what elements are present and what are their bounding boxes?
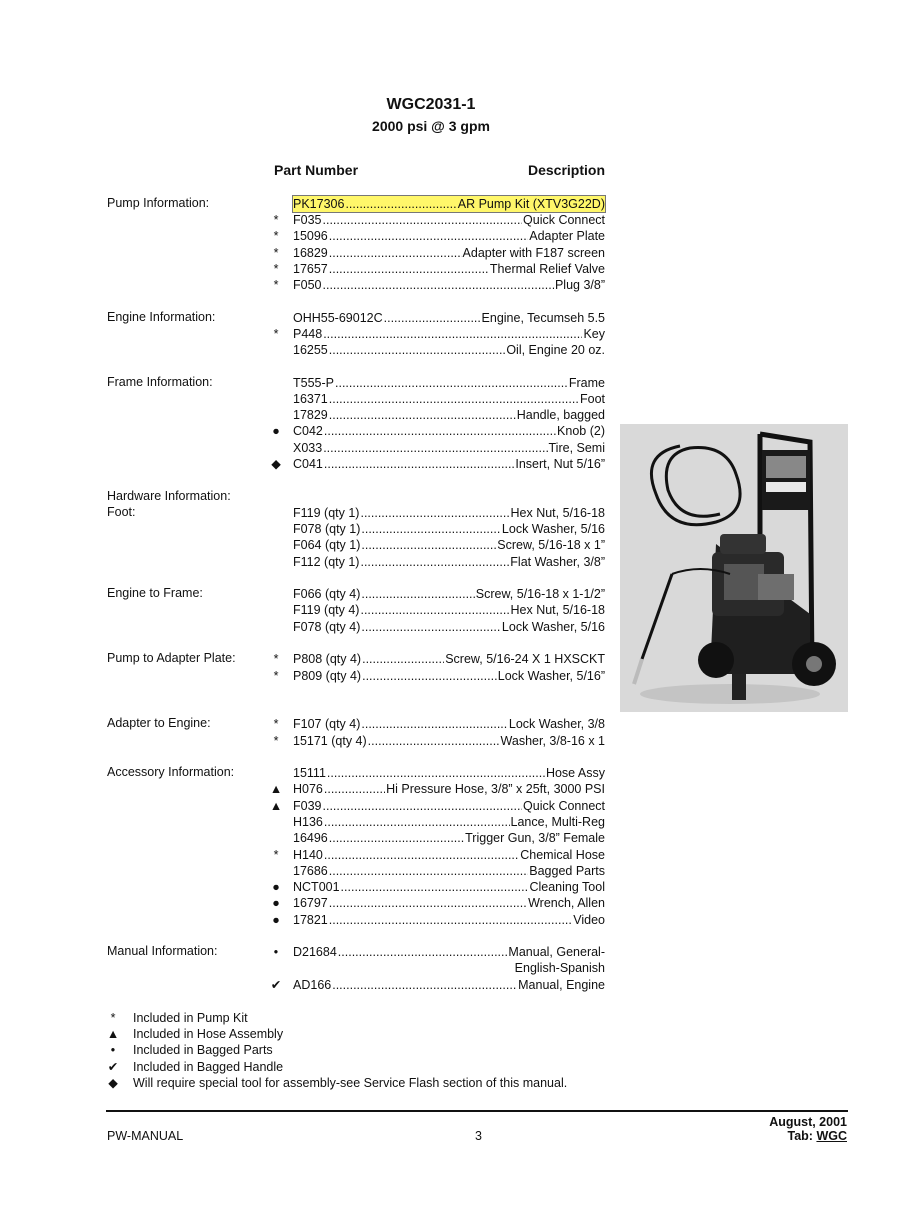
part-description: Manual, Engine (518, 978, 605, 992)
part-row (293, 651, 605, 667)
leader-dots (329, 245, 462, 261)
leader-dots (338, 944, 508, 960)
part-description: Washer, 3/8-16 x 1 (500, 734, 605, 748)
leader-dots (362, 651, 444, 667)
section-label: Engine to Frame: (107, 586, 203, 600)
leader-dots (360, 554, 509, 570)
part-description: Flat Washer, 3/8” (510, 555, 605, 569)
part-row (293, 586, 605, 602)
part-row (293, 245, 605, 261)
part-description: Chemical Hose (520, 848, 605, 862)
part-number: 17657 (293, 262, 328, 276)
pressure-washer-illustration (620, 424, 848, 712)
part-description: Plug 3/8” (554, 278, 605, 292)
part-row (293, 261, 605, 277)
part-marker: * (273, 717, 279, 731)
part-description: Insert, Nut 5/16” (515, 457, 605, 471)
section-label: Engine Information: (107, 310, 216, 324)
part-row (293, 733, 605, 749)
part-description: Engine, Tecumseh 5.5 (481, 311, 605, 325)
part-number: 16797 (293, 896, 328, 910)
legend-text: Included in Pump Kit (133, 1011, 248, 1025)
part-marker: * (273, 278, 279, 292)
legend-text: Included in Hose Assembly (133, 1027, 284, 1041)
leader-dots (323, 212, 523, 228)
part-marker: * (273, 327, 279, 341)
part-row (293, 326, 605, 342)
part-marker: * (273, 652, 279, 666)
part-row (293, 375, 605, 391)
part-marker: ▲ (269, 782, 283, 796)
part-row (293, 781, 605, 797)
part-marker: ▲ (269, 799, 283, 813)
part-row (293, 879, 605, 895)
part-marker: ● (272, 424, 280, 438)
part-row (293, 847, 605, 863)
section-label: Foot: (107, 505, 136, 519)
leader-dots (362, 668, 497, 684)
part-row (293, 619, 605, 635)
leader-dots (324, 423, 556, 439)
part-number: F078 (qty 4) (293, 620, 361, 634)
part-row (293, 912, 605, 928)
part-description: Lock Washer, 5/16” (497, 669, 605, 683)
part-row (293, 537, 605, 553)
part-row (293, 944, 605, 960)
leader-dots (329, 391, 579, 407)
legend-text: Included in Bagged Handle (133, 1060, 284, 1074)
footer-rule (106, 1110, 848, 1112)
leader-dots (345, 196, 456, 212)
part-number: T555-P (293, 376, 334, 390)
leader-dots (332, 977, 517, 993)
legend-marker: • (110, 1043, 116, 1057)
part-row (293, 391, 605, 407)
part-number: H140 (293, 848, 323, 862)
part-marker: * (273, 246, 279, 260)
page-number: 3 (475, 1129, 482, 1143)
legend-marker: ✔ (107, 1060, 119, 1074)
part-number: 16371 (293, 392, 328, 406)
leader-dots (324, 456, 514, 472)
part-description: Frame (568, 376, 605, 390)
part-row (293, 212, 605, 228)
part-number: D21684 (293, 945, 337, 959)
part-description: Video (573, 913, 605, 927)
part-number: C041 (293, 457, 323, 471)
part-row (293, 668, 605, 684)
part-number: F035 (293, 213, 322, 227)
leader-dots (368, 733, 500, 749)
part-number: 15111 (293, 766, 326, 780)
part-description: Foot (579, 392, 605, 406)
leader-dots (324, 781, 385, 797)
leader-dots (329, 912, 572, 928)
part-number: 15096 (293, 229, 328, 243)
part-marker: * (273, 229, 279, 243)
leader-dots (323, 798, 523, 814)
part-description: Thermal Relief Valve (489, 262, 605, 276)
part-description-line2: English-Spanish (514, 961, 605, 975)
part-description: Key (583, 327, 605, 341)
part-number: AD166 (293, 978, 332, 992)
legend-marker: * (110, 1011, 116, 1025)
page-subtitle: 2000 psi @ 3 gpm (372, 118, 490, 134)
part-description: Screw, 5/16-18 x 1” (497, 538, 605, 552)
part-number: P808 (qty 4) (293, 652, 362, 666)
part-number: F039 (293, 799, 322, 813)
leader-dots (324, 814, 510, 830)
leader-dots (341, 879, 529, 895)
part-row (293, 814, 605, 830)
section-label: Pump Information: (107, 196, 210, 210)
part-number: 17829 (293, 408, 328, 422)
part-row (293, 505, 605, 521)
part-number: F119 (qty 1) (293, 506, 360, 520)
part-description: Tire, Semi (548, 441, 605, 455)
leader-dots (361, 537, 496, 553)
part-description: Screw, 5/16-24 X 1 HXSCKT (445, 652, 605, 666)
part-number: H136 (293, 815, 323, 829)
part-row (293, 716, 605, 732)
section-label: Accessory Information: (107, 765, 235, 779)
part-row (293, 977, 605, 993)
leader-dots (360, 602, 509, 618)
leader-dots (324, 847, 519, 863)
part-number: 16255 (293, 343, 328, 357)
part-number: F064 (qty 1) (293, 538, 361, 552)
leader-dots (323, 440, 547, 456)
part-description: Knob (2) (557, 424, 605, 438)
part-row (293, 440, 605, 456)
section-label: Frame Information: (107, 375, 213, 389)
part-row (293, 863, 605, 879)
part-number: NCT001 (293, 880, 340, 894)
part-marker: * (273, 262, 279, 276)
part-row (293, 521, 605, 537)
part-row (293, 798, 605, 814)
part-description: Wrench, Allen (528, 896, 605, 910)
part-row (293, 423, 605, 439)
footer-tab (760, 1129, 847, 1143)
section-label: Manual Information: (107, 944, 218, 958)
page-title: WGC2031-1 (386, 96, 476, 113)
leader-dots (329, 830, 464, 846)
leader-dots (384, 310, 481, 326)
footer-date: August, 2001 (769, 1115, 847, 1129)
leader-dots (329, 228, 528, 244)
part-description: Hex Nut, 5/16-18 (510, 506, 605, 520)
part-number: C042 (293, 424, 323, 438)
part-description-continued (293, 960, 605, 976)
part-number-header: Part Number (274, 162, 359, 178)
part-marker: ● (272, 913, 280, 927)
part-description: Manual, General- (508, 945, 605, 959)
leader-dots (329, 863, 528, 879)
part-marker: ◆ (271, 457, 281, 471)
leader-dots (329, 342, 506, 358)
leader-dots (361, 619, 501, 635)
part-marker: • (273, 945, 279, 959)
part-row (293, 765, 605, 781)
part-number: PK17306 (293, 197, 345, 211)
section-label: Pump to Adapter Plate: (107, 651, 236, 665)
part-description: Trigger Gun, 3/8” Female (465, 831, 605, 845)
part-number: 15171 (qty 4) (293, 734, 367, 748)
part-description: Adapter Plate (529, 229, 605, 243)
part-description: Quick Connect (523, 799, 605, 813)
part-row (293, 310, 605, 326)
part-number: 16496 (293, 831, 328, 845)
leader-dots (329, 407, 516, 423)
part-marker: ✔ (270, 978, 282, 992)
leader-dots (329, 261, 489, 277)
leader-dots (361, 586, 474, 602)
footer-tab-label: Tab: (787, 1129, 813, 1143)
part-description: Hi Pressure Hose, 3/8” x 25ft, 3000 PSI (386, 782, 605, 796)
part-row (293, 456, 605, 472)
part-row (293, 407, 605, 423)
part-number: P809 (qty 4) (293, 669, 362, 683)
legend-text: Will require special tool for assembly-see Service Flash section of this manual. (133, 1076, 568, 1090)
part-description: Bagged Parts (529, 864, 605, 878)
part-row (293, 602, 605, 618)
leader-dots (335, 375, 568, 391)
part-marker: ● (272, 896, 280, 910)
part-marker: ● (272, 880, 280, 894)
part-description: Lock Washer, 5/16 (501, 620, 605, 634)
leader-dots (323, 326, 582, 342)
legend-marker: ▲ (106, 1027, 120, 1041)
footer-tab-value: WGC (816, 1129, 847, 1143)
part-number: F119 (qty 4) (293, 603, 360, 617)
part-number: F078 (qty 1) (293, 522, 361, 536)
part-description: Quick Connect (523, 213, 605, 227)
part-description: Screw, 5/16-18 x 1-1/2” (475, 587, 605, 601)
part-description: AR Pump Kit (XTV3G22D) (457, 197, 605, 211)
description-header: Description (527, 162, 605, 178)
part-marker: * (273, 734, 279, 748)
section-label: Hardware Information: (107, 489, 231, 503)
part-description: Adapter with F187 screen (462, 246, 605, 260)
leader-dots (361, 521, 501, 537)
part-row (293, 554, 605, 570)
legend-marker: ◆ (108, 1076, 118, 1090)
part-number: 16829 (293, 246, 328, 260)
part-marker: * (273, 669, 279, 683)
part-number: F112 (qty 1) (293, 555, 360, 569)
part-number: F066 (qty 4) (293, 587, 361, 601)
leader-dots (323, 277, 554, 293)
leader-dots (329, 895, 527, 911)
legend-text: Included in Bagged Parts (133, 1043, 273, 1057)
part-number: F107 (qty 4) (293, 717, 361, 731)
part-description: Lance, Multi-Reg (510, 815, 605, 829)
part-row (293, 277, 605, 293)
part-description: Lock Washer, 3/8 (508, 717, 605, 731)
section-label: Adapter to Engine: (107, 716, 211, 730)
part-row (293, 228, 605, 244)
leader-dots (360, 505, 509, 521)
part-description: Lock Washer, 5/16 (501, 522, 605, 536)
part-description: Handle, bagged (516, 408, 605, 422)
part-row (293, 342, 605, 358)
part-number: F050 (293, 278, 322, 292)
part-number: H076 (293, 782, 323, 796)
leader-dots (361, 716, 507, 732)
leader-dots (327, 765, 545, 781)
part-row (293, 895, 605, 911)
part-marker: * (273, 213, 279, 227)
part-row (293, 830, 605, 846)
part-description: Cleaning Tool (529, 880, 605, 894)
part-number: P448 (293, 327, 323, 341)
footer-manual-name: PW-MANUAL (107, 1129, 184, 1143)
part-number: OHH55-69012C (293, 311, 383, 325)
part-number: 17686 (293, 864, 328, 878)
part-marker: * (273, 848, 279, 862)
pressure-washer-photo (620, 424, 848, 712)
part-row (293, 196, 605, 212)
part-description: Hex Nut, 5/16-18 (510, 603, 605, 617)
part-description: Oil, Engine 20 oz. (506, 343, 605, 357)
part-description: Hose Assy (545, 766, 605, 780)
part-number: 17821 (293, 913, 328, 927)
part-number: X033 (293, 441, 323, 455)
